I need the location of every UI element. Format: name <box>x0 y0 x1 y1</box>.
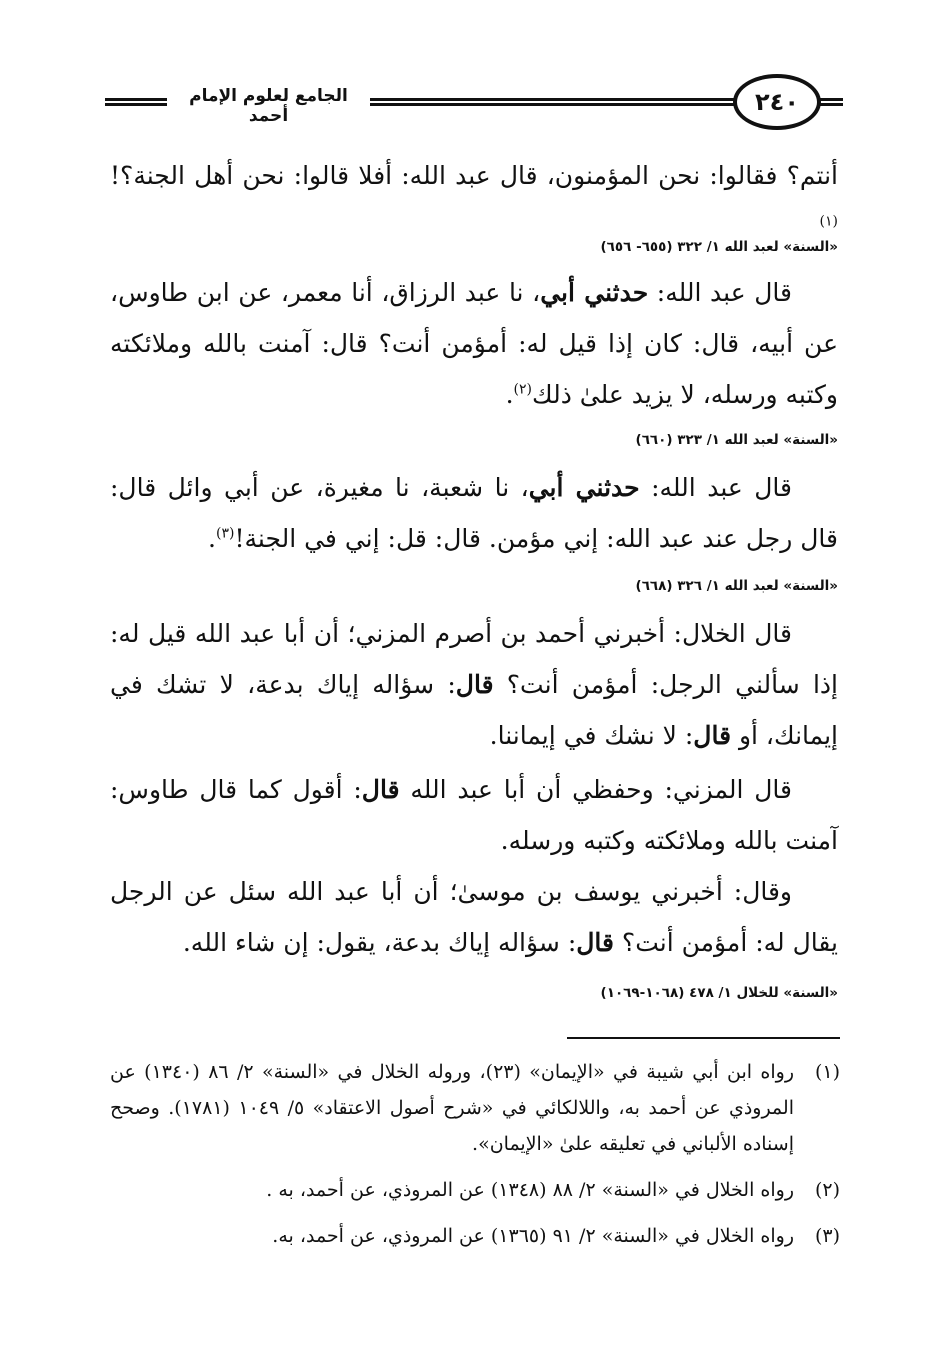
bold-text: حدثني أبي <box>540 278 649 307</box>
footnote-number: (١) <box>814 1061 840 1083</box>
paragraph-text <box>110 608 838 761</box>
bold-text: قال <box>361 775 400 804</box>
source-citation-4 <box>110 983 838 1003</box>
footnote-text: رواه الخلال في «السنة» ٢/ ٨٨ (١٣٤٨) عن المروذي، عن أحمد، به . <box>266 1179 794 1201</box>
citation-text: «السنة» للخلال ١/ ٤٧٨ (١٠٦٨-١٠٦٩) <box>600 985 838 1001</box>
footnote-3 <box>110 1218 840 1254</box>
text-run: ، نا عبد الرزاق، أنا معمر، عن ابن طاوس، عن أبيه، قال: كان إذا قيل له: أمؤمن أنت؟ قال: آمنت بالله وملائكته وكتبه ورسله، لا يزيد علىٰ ذلك <box>110 278 838 409</box>
footnote-text: رواه ابن أبي شيبة في «الإيمان» (٢٣)، وروله الخلال في «السنة» ٢/ ٨٦ (١٣٤٠) عن المروذي عن أحمد به، واللالكائي في «شرح أصول الاعتقاد» ٥/ ١٠٤٩ (١٧٨١). وصحح إسناده الألباني في تعليقه علىٰ «الإيمان». <box>110 1061 795 1155</box>
footnote-number: (٢) <box>814 1179 840 1201</box>
paragraph-6 <box>110 866 838 968</box>
page-header <box>105 70 840 132</box>
paragraph-text <box>110 866 838 968</box>
text-run: الجنة؟! <box>110 161 185 190</box>
footnote-1 <box>110 1054 840 1162</box>
paragraph-text <box>110 462 838 564</box>
citation-text: «السنة» لعبد الله ١/ ٣٢٣ (٦٦٠) <box>635 432 838 448</box>
running-title: الجامع لعلوم الإمام أحمد <box>189 86 348 126</box>
page-number-oval <box>733 74 821 130</box>
paragraph-3 <box>110 462 838 564</box>
footnote-marker[interactable]: (٣) <box>215 525 235 542</box>
text-run: قال عبد الله: <box>639 473 792 502</box>
paragraph-text <box>110 764 838 866</box>
footnote-marker[interactable]: (١) <box>819 213 838 230</box>
text-run: ، نا شعبة، نا مغيرة، عن أبي وائل قال: قال رجل عند عبد الله: إني مؤمن. قال: قل: إني في الجنة! <box>110 473 838 553</box>
paragraph-2 <box>110 267 838 420</box>
citation-text: «السنة» لعبد الله ١/ ٣٢٢ (٦٥٥- ٦٥٦) <box>600 239 838 255</box>
footnote-marker[interactable]: (٢) <box>513 381 533 398</box>
citation-text: «السنة» لعبد الله ١/ ٣٢٦ (٦٦٨) <box>635 578 838 594</box>
page-number: ٢٤٠ <box>755 88 799 116</box>
text-run: : لا نشك في إيماننا. <box>489 721 694 750</box>
bold-text: حدثني أبي <box>528 473 640 502</box>
text-run: : أقول كما قال طاوس: آمنت بالله وملائكته وكتبه ورسله. <box>110 775 838 855</box>
bold-text: قال <box>455 670 494 699</box>
paragraph-text <box>110 267 838 420</box>
text-run: : سؤاله إياك بدعة، لا تشك في إيمانك، أو <box>110 670 838 750</box>
bold-text: قال <box>576 928 614 957</box>
source-citation-3 <box>110 576 838 596</box>
text-run: أنتم؟ فقالوا: نحن المؤمنون، قال عبد الله: أفلا قالوا: نحن أهل <box>194 161 838 190</box>
text-run: قال عبد الله: <box>648 278 792 307</box>
header-rule-left <box>105 98 167 106</box>
text-run: وقال: أخبرني يوسف بن موسىٰ؛ أن أبا عبد الله سئل عن الرجل يقال له: أمؤمن أنت؟ <box>110 877 838 957</box>
text-run: : سؤاله إياك بدعة، يقول: إن شاء الله. <box>182 928 577 957</box>
footnote-number: (٣) <box>814 1225 840 1247</box>
paragraph-4 <box>110 608 838 761</box>
text-run: قال المزني: وحفظي أن أبا عبد الله <box>399 775 792 804</box>
footnotes <box>110 1054 840 1264</box>
header-rule-right <box>821 98 843 106</box>
paragraph-5 <box>110 764 838 866</box>
footnote-separator <box>567 1037 840 1039</box>
text-run: . <box>208 524 216 553</box>
text-run: . <box>505 380 514 409</box>
footnote-text: رواه الخلال في «السنة» ٢/ ٩١ (١٣٦٥) عن المروذي، عن أحمد، به. <box>272 1225 794 1247</box>
source-citation-1 <box>110 237 838 257</box>
source-citation-2 <box>110 430 838 450</box>
text-run: قال الخلال: أخبرني أحمد بن أصرم المزني؛ أن أبا عبد الله قيل له: إذا سألني الرجل: أمؤمن أنت؟ <box>110 619 838 699</box>
footnote-2 <box>110 1172 840 1208</box>
bold-text: قال <box>693 721 732 750</box>
